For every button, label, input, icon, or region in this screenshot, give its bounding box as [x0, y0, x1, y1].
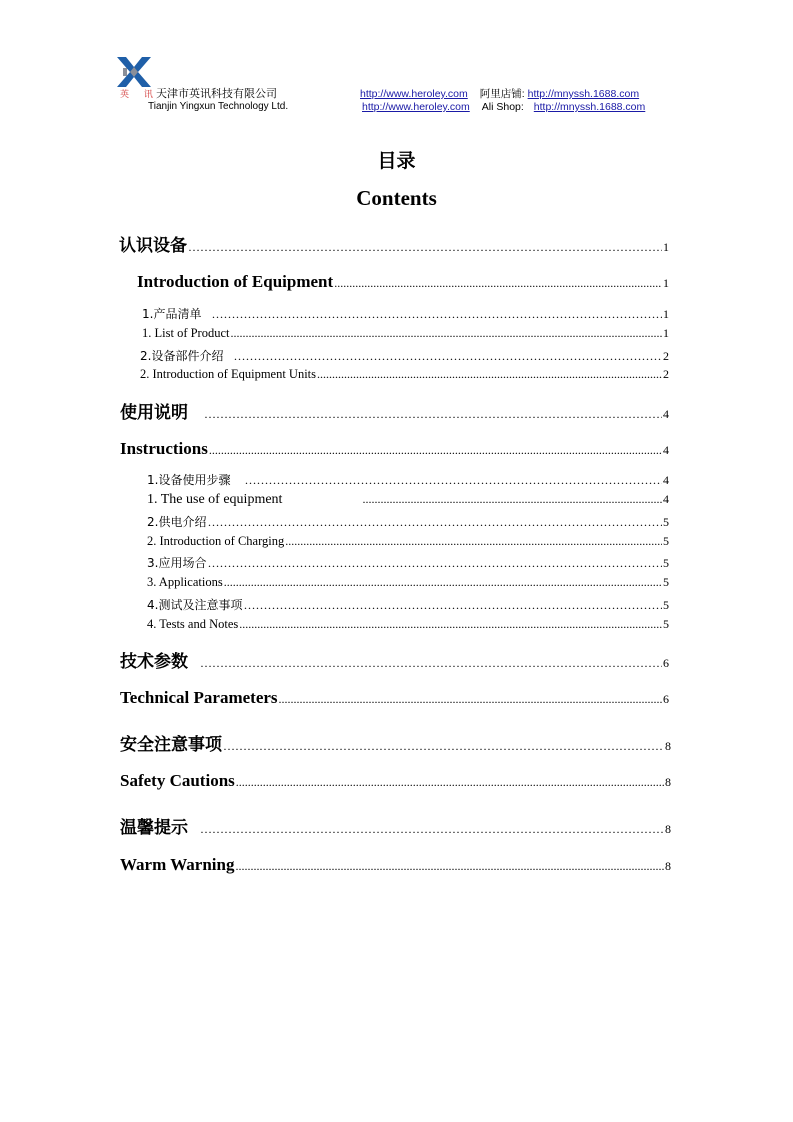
toc-entry[interactable] — [142, 305, 669, 322]
toc-page: 6 — [663, 692, 669, 706]
toc-entry[interactable] — [120, 688, 669, 708]
page-title-cn: 目录 — [377, 150, 416, 172]
toc-entry[interactable] — [120, 813, 671, 838]
header-links-en — [362, 101, 645, 113]
toc-page: 5 — [663, 617, 669, 631]
shop-link[interactable]: http://mnyssh.1688.com — [527, 88, 640, 100]
toc-label: 4. Tests and Notes — [147, 617, 239, 631]
toc-label: 2.供电介绍 — [147, 515, 207, 529]
toc-label: Warm Warning — [120, 855, 235, 874]
toc-entry[interactable] — [120, 855, 671, 875]
company-name-cn: 天津市英讯科技有限公司 — [156, 87, 277, 100]
toc-entry[interactable] — [147, 471, 669, 488]
shop-label-cn: 阿里店铺: — [479, 88, 525, 100]
shop-link[interactable]: http://mnyssh.1688.com — [533, 101, 646, 113]
company-logo — [117, 57, 151, 87]
toc-entry[interactable] — [140, 367, 669, 382]
logo-subtext: 英 讯 — [120, 90, 159, 100]
toc-page: 5 — [663, 556, 669, 570]
toc-page: 4 — [663, 473, 669, 487]
toc-label: 安全注意事项 — [120, 735, 222, 755]
toc-entry[interactable] — [120, 771, 671, 791]
toc-page: 8 — [665, 822, 671, 836]
toc-entry[interactable] — [137, 272, 669, 292]
toc-page: 2 — [663, 367, 669, 381]
toc-page: 2 — [663, 349, 669, 363]
page-title-en: Contents — [356, 186, 437, 210]
toc-entry[interactable] — [140, 347, 669, 364]
toc-label: 2. Introduction of Equipment Units — [140, 367, 317, 381]
toc-label: 1. The use of equipment — [147, 492, 283, 507]
toc-page: 1 — [663, 307, 669, 321]
toc-label: 1.产品清单 — [142, 307, 202, 321]
toc-label: 1. List of Product — [142, 326, 230, 340]
toc-entry[interactable] — [147, 534, 669, 549]
toc-label: 技术参数 — [120, 652, 188, 672]
toc-label: 使用说明 — [120, 403, 188, 423]
toc-page: 4 — [663, 443, 669, 457]
company-name-en: Tianjin Yingxun Technology Ltd. — [148, 101, 289, 112]
toc-entry[interactable] — [147, 617, 669, 632]
toc-entry[interactable] — [120, 647, 669, 672]
toc-page: 1 — [663, 276, 669, 290]
toc-label: Safety Cautions — [120, 771, 235, 790]
toc-page: 8 — [665, 859, 671, 873]
toc-label: 认识设备 — [119, 236, 187, 256]
shop-label-en: Ali Shop: — [481, 101, 524, 113]
header-links-cn — [360, 86, 639, 101]
toc-label: Instructions — [120, 439, 208, 458]
toc-label: 3.应用场合 — [147, 556, 207, 570]
toc-entry[interactable] — [147, 492, 669, 508]
toc-entry[interactable] — [147, 554, 669, 571]
toc-page: 5 — [663, 534, 669, 548]
website-link[interactable]: http://www.heroley.com — [360, 88, 468, 100]
toc-page: 8 — [665, 739, 671, 753]
toc-page: 8 — [665, 775, 671, 789]
toc-label: 1.设备使用步骤 — [147, 473, 231, 487]
toc-label: Technical Parameters — [120, 688, 278, 707]
toc-page: 4 — [663, 492, 669, 506]
toc-entry[interactable] — [147, 513, 669, 530]
toc-entry[interactable] — [120, 398, 669, 423]
toc-label: 3. Applications — [147, 575, 223, 589]
toc-entry[interactable] — [147, 596, 669, 613]
toc-entry[interactable] — [119, 231, 669, 256]
toc-entry[interactable] — [120, 730, 671, 755]
toc-label: 2.设备部件介绍 — [140, 349, 224, 363]
toc-page: 6 — [663, 656, 669, 670]
toc-page: 4 — [663, 407, 669, 421]
toc-label: Introduction of Equipment — [137, 272, 334, 291]
website-link[interactable]: http://www.heroley.com — [362, 101, 470, 113]
toc-page: 1 — [663, 240, 669, 254]
toc-label: 温馨提示 — [120, 818, 188, 838]
toc-page: 1 — [663, 326, 669, 340]
toc-label: 2. Introduction of Charging — [147, 534, 285, 548]
toc-label: 4.测试及注意事项 — [147, 598, 243, 612]
page-header — [0, 0, 793, 120]
toc-page: 5 — [663, 598, 669, 612]
toc-entry[interactable] — [120, 439, 669, 459]
toc-entry[interactable] — [147, 575, 669, 590]
toc-entry[interactable] — [142, 326, 669, 341]
toc-page: 5 — [663, 515, 669, 529]
toc-page: 5 — [663, 575, 669, 589]
